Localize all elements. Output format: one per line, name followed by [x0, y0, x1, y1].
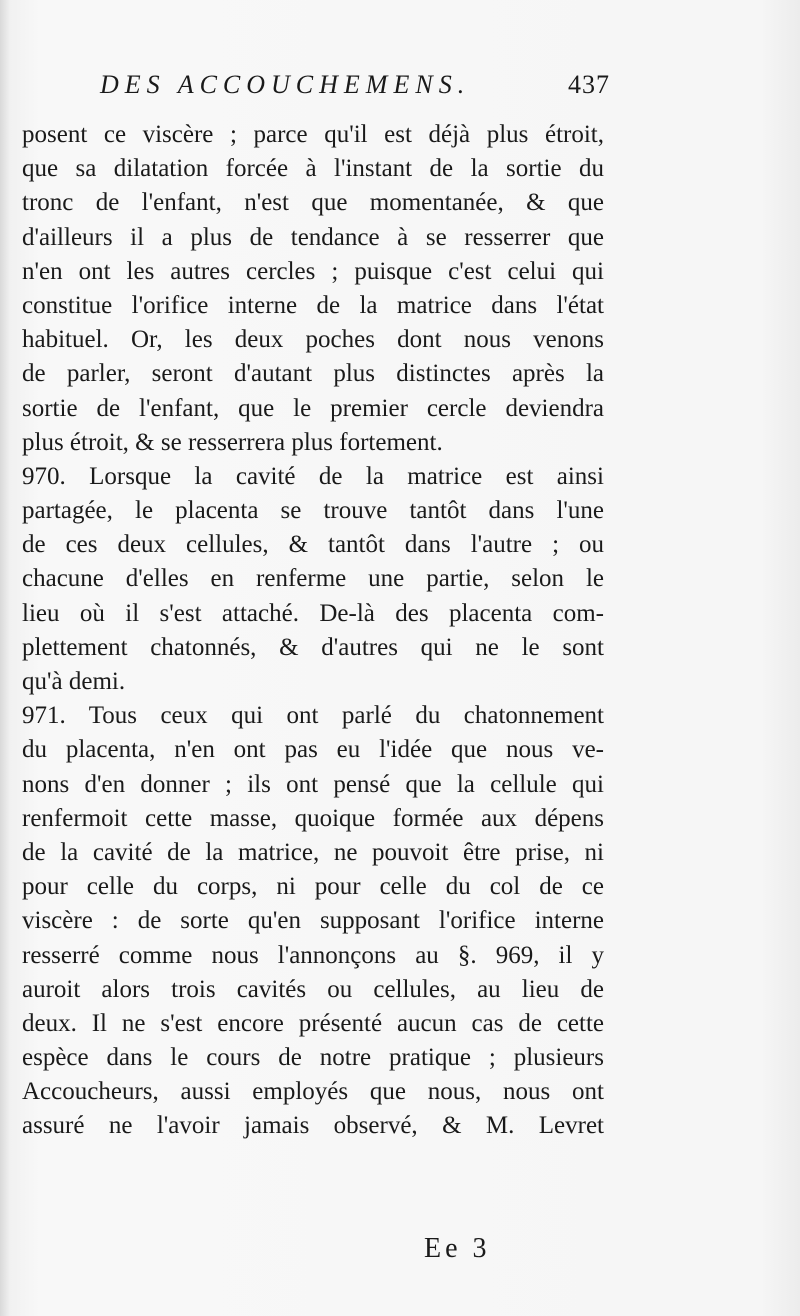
text-line: de la cavité de la matrice, ne pouvoit être prise, ni [22, 838, 604, 866]
text-line: renfermoit cette masse, quoique formée aux dépens [22, 804, 604, 832]
running-header [100, 70, 610, 110]
text-line: assuré ne l'avoir jamais observé, & M. Levret [22, 1112, 604, 1140]
text-line: chacune d'elles en renferme une partie, selon le [22, 565, 604, 593]
text-line: partagée, le placenta se trouve tantôt dans l'une [22, 497, 604, 525]
text-line: n'en ont les autres cercles ; puisque c'est celui qui [22, 257, 604, 285]
text-line: 971. Tous ceux qui ont parlé du chatonnement [22, 702, 604, 730]
text-line: du placenta, n'en ont pas eu l'idée que nous ve- [22, 736, 604, 764]
text-line: nons d'en donner ; ils ont pensé que la cellule qui [22, 770, 604, 798]
text-body [22, 118, 604, 1144]
signature-mark: Ee 3 [424, 1233, 491, 1264]
text-line: resserré comme nous l'annonçons au §. 969, il y [22, 941, 604, 969]
text-line: viscère : de sorte qu'en supposant l'orifice interne [22, 907, 604, 935]
text-line: d'ailleurs il a plus de tendance à se resserrer que [22, 223, 604, 251]
text-line: qu'à demi. [22, 668, 126, 695]
text-line: espèce dans le cours de notre pratique ; plusieurs [22, 1044, 604, 1072]
text-line: sortie de l'enfant, que le premier cercle deviendra [22, 394, 604, 422]
text-line: 970. Lorsque la cavité de la matrice est ainsi [22, 462, 604, 490]
text-line: Accoucheurs, aussi employés que nous, nous ont [22, 1078, 604, 1106]
text-line: plettement chatonnés, & d'autres qui ne le sont [22, 633, 604, 661]
text-line: plus étroit, & se resserrera plus fortement. [22, 428, 443, 456]
text-line: posent ce viscère ; parce qu'il est déjà plus étroit, [22, 121, 604, 148]
running-title: DES ACCOUCHEMENS. [100, 70, 471, 99]
text-line: habituel. Or, les deux poches dont nous venons [22, 326, 604, 354]
text-line: tronc de l'enfant, n'est que momentanée, & que [22, 189, 604, 217]
text-line: deux. Il ne s'est encore présenté aucun cas de cette [22, 1009, 604, 1037]
text-line: lieu où il s'est attaché. De-là des placenta com- [22, 599, 604, 627]
text-line: pour celle du corps, ni pour celle du col de ce [22, 873, 604, 901]
page-number: 437 [568, 70, 610, 99]
text-line: constitue l'orifice interne de la matrice dans l'état [22, 291, 604, 319]
text-line: de ces deux cellules, & tantôt dans l'autre ; ou [22, 531, 604, 559]
text-line: que sa dilatation forcée à l'instant de la sortie du [22, 155, 604, 183]
text-line: de parler, seront d'autant plus distinctes après la [22, 360, 604, 388]
text-line: auroit alors trois cavités ou cellules, au lieu de [22, 975, 604, 1003]
